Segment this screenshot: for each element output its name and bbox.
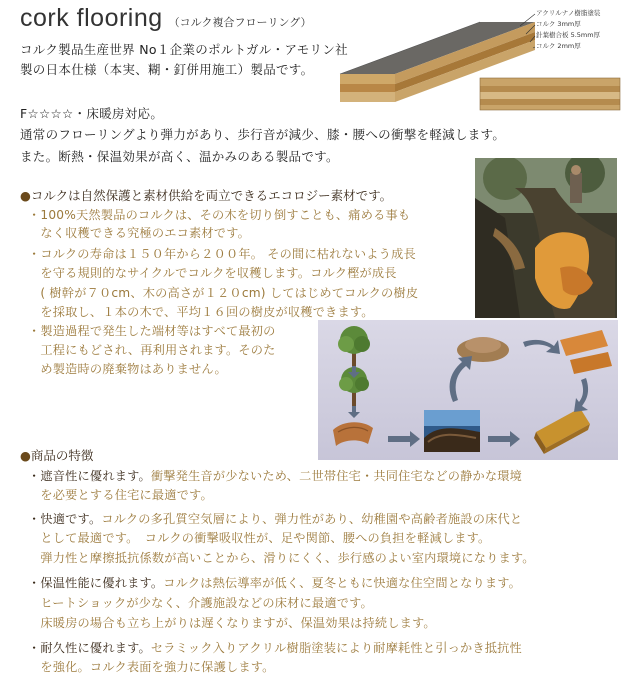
eco-bullet-2-line-1: ・コルクの寿命は１５０年から２００年。 その間に枯れないよう成長 — [28, 247, 416, 261]
feature-2-line-2: として最適です。 コルクの衝撃吸収性が、足や関節、腰への負担を軽減します。 — [28, 531, 491, 545]
feature-3-line-1 — [28, 574, 521, 592]
bullet-marker: ● — [20, 188, 31, 203]
section2-heading — [20, 446, 93, 464]
eco-bullet-3-line-2: 工程にもどされ、再利用されます。そのた — [28, 343, 276, 357]
eco-bullet-2-line-3: ( 樹幹が７０cm、木の高さが１２０cm) してはじめてコルクの樹皮 — [28, 286, 419, 300]
feature-3-line-2: ヒートショックが少なく、介護施設などの床材に最適です。 — [28, 596, 373, 610]
layer-label-2: コルク 3mm厚 — [536, 20, 581, 28]
feature-1-line-2: を必要とする住宅に最適です。 — [28, 488, 213, 502]
page-title — [20, 4, 312, 33]
feature-2-line-1 — [28, 510, 522, 528]
eco-bullet-3-line-1: ・製造過程で発生した端材等はすべて最初の — [28, 324, 276, 338]
intro-line-3: F☆☆☆☆・床暖房対応。 — [20, 106, 164, 121]
recycle-cycle-diagram — [318, 320, 618, 460]
feature-2-rest: コルクの多孔質空気層により、弾力性があり、幼稚園や高齢者施設の床代と — [101, 512, 523, 526]
feature-3-rest: コルクは熱伝導率が低く、夏冬ともに快適な住空間となります。 — [163, 576, 522, 590]
feature-2-line-3: 弾力性と摩擦抵抗係数が高いことから、滑りにくく、歩行感のよい室内環境になります。 — [28, 551, 535, 565]
feature-1-line-1 — [28, 467, 522, 485]
title-english: cork flooring — [20, 4, 163, 32]
eco-bullet-2-line-2: を守る規則的なサイクルでコルクを収穫します。コルク樫が成長 — [28, 266, 397, 280]
eco-bullet-1-line-1: ・100%天然製品のコルクは、その木を切り倒すことも、痛める事も — [28, 208, 411, 222]
section2-heading-text: 商品の特徴 — [30, 448, 94, 463]
intro-line-5: また。断熱・保温効果が高く、温かみのある製品です。 — [20, 149, 339, 164]
intro-line-1: コルク製品生産世界 No１企業のポルトガル・アモリン社 — [20, 42, 348, 57]
feature-4-lead: ・耐久性に優れます。 — [28, 641, 151, 655]
feature-2-lead: ・快適です。 — [28, 512, 102, 526]
bullet-marker-2: ● — [20, 448, 31, 463]
cork-stack-photo — [424, 410, 480, 452]
intro-line-2: 製の日本仕様（本実、糊・釘併用施工）製品です。 — [20, 62, 314, 77]
feature-3-lead: ・保温性能に優れます。 — [28, 576, 164, 590]
feature-4-line-1 — [28, 639, 522, 657]
feature-4-rest: セラミック入りアクリル樹脂塗装により耐摩耗性と引っかき抵抗性 — [150, 641, 522, 655]
cork-tree-photo — [475, 158, 617, 318]
feature-3-line-3: 床暖房の場合も立ち上がりは遅くなりますが、保温効果は持続します。 — [28, 616, 436, 630]
eco-bullet-3-line-3: め製造時の廃棄物はありません。 — [28, 362, 227, 376]
section1-heading-text: コルクは自然保護と素材供給を両立できるエコロジー素材です。 — [30, 188, 393, 203]
eco-bullet-1-line-2: なく収穫できる究極のエコ素材です。 — [28, 226, 250, 240]
title-japanese: （コルク複合フローリング） — [168, 16, 312, 29]
feature-1-lead: ・遮音性に優れます。 — [28, 469, 151, 483]
feature-1-rest: 衝撃発生音が少ないため、二世帯住宅・共同住宅などの静かな環境 — [150, 469, 523, 483]
layer-label-1: アクリルナノ樹脂塗装 — [536, 9, 601, 17]
feature-4-line-2: を強化。コルク表面を強力に保護します。 — [28, 660, 275, 674]
section1-heading — [20, 186, 392, 204]
layer-label-3: 針葉樹合板 5.5mm厚 — [536, 31, 601, 39]
eco-bullet-2-line-4: を採取し、１本の木で、平均１６回の樹皮が収穫できます。 — [28, 305, 374, 319]
layer-label-4: コルク 2mm厚 — [536, 42, 581, 50]
intro-line-4: 通常のフローリングより弾力があり、歩行音が減少、膝・腰への衝撃を軽減します。 — [20, 127, 506, 142]
